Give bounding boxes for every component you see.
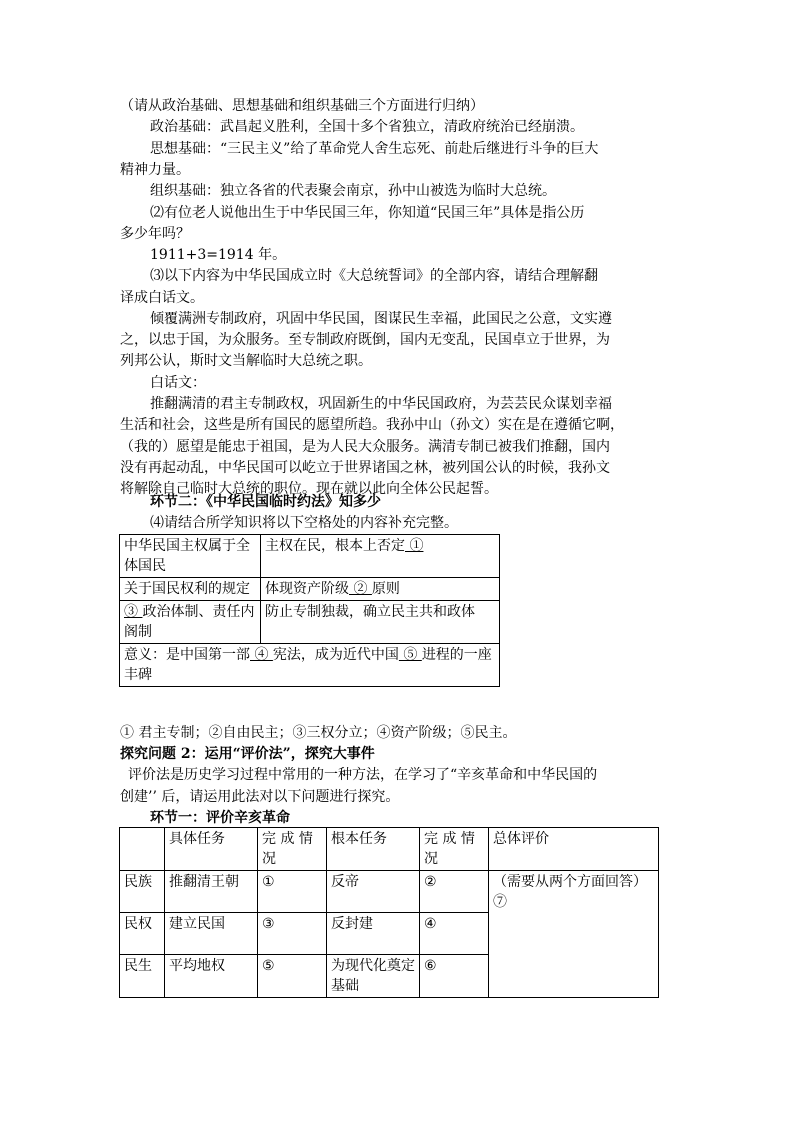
table2-cell: 民族: [120, 871, 165, 913]
vernacular-text-2: 生活和社会，这些是所有国民的愿望所趋。我孙中山（孙文）实在是在遵循它啊，: [120, 417, 624, 433]
table1-cell: 主权在民，根本上否定 ①: [261, 535, 500, 578]
vernacular-label: 白话文：: [150, 375, 206, 391]
vernacular-text-3: （我的）愿望是能忠于祖国，是为人民大众服务。满清专制已被我们推翻，国内: [120, 439, 610, 455]
table2-cell: 建立民国: [165, 913, 258, 955]
blank-4: ④: [250, 647, 273, 663]
question-2: ⑵有位老人说他出生于中华民国三年，你知道“民国三年”具体是指公历: [150, 205, 585, 221]
table2-cell: 反帝: [327, 871, 420, 913]
blank-5: ⑤: [398, 647, 422, 663]
instruction-line: （请从政治基础、思想基础和组织基础三个方面进行归纳）: [120, 98, 484, 114]
blank-1: ①: [405, 538, 424, 554]
table2-cell: 民生: [120, 955, 165, 998]
table1-cell: ③ 政治体制、责任内阁制: [120, 601, 261, 644]
table2-header: 完 成 情况: [258, 828, 327, 871]
table2-cell: ①: [258, 871, 327, 913]
answer-key: ① 君主专制；②自由民主；③三权分立；④资产阶级；⑤民主。: [120, 725, 517, 741]
table2-header: 总体评价: [489, 828, 659, 871]
provisional-constitution-table: [119, 534, 500, 687]
table2-cell: ③: [258, 913, 327, 955]
question-2-cont: 多少年吗？: [120, 226, 190, 242]
table1-cell: 关于国民权利的规定: [120, 578, 261, 601]
table1-cell: 防止专制独裁，确立民主共和政体: [261, 601, 500, 644]
table2-header: 具体任务: [165, 828, 258, 871]
table2-cell: 推翻清王朝: [165, 871, 258, 913]
xinhai-evaluation-table: [119, 827, 659, 998]
question-3: ⑶以下内容为中华民国成立时《大总统誓词》的全部内容，请结合理解翻: [150, 268, 598, 284]
table2-cell: ④: [420, 913, 489, 955]
vernacular-text-4: 没有再起动乱，中华民国可以屹立于世界诸国之林，被列国公认的时候，我孙文: [120, 460, 610, 476]
table2-header: [120, 828, 165, 871]
table1-cell: 体现资产阶级 ② 原则: [261, 578, 500, 601]
organizational-basis: 组织基础：独立各省的代表聚会南京，孙中山被选为临时大总统。: [150, 183, 556, 199]
table2-cell: 反封建: [327, 913, 420, 955]
oath-text-2: 之，以忠于国，为众服务。至专制政府既倒，国内无变乱，民国卓立于世界，为: [120, 332, 610, 348]
blank-2: ②: [349, 581, 372, 597]
table2-header: 完 成 情况: [420, 828, 489, 871]
table2-cell: 为现代化奠定基础: [327, 955, 420, 998]
overall-evaluation: （需要从两个方面回答）⑦: [489, 871, 659, 998]
table2-cell: ②: [420, 871, 489, 913]
table2-cell: ⑥: [420, 955, 489, 998]
table2-cell: 民权: [120, 913, 165, 955]
section-heading-1: 环节一：评价辛亥革命: [150, 810, 290, 826]
table1-cell: 中华民国主权属于全体国民: [120, 535, 261, 578]
table2-cell: ⑤: [258, 955, 327, 998]
question-3-cont: 译成白话文。: [120, 290, 204, 306]
answer-2: 1911+3=1914 年。: [150, 247, 287, 263]
table1-significance: 意义：是中国第一部 ④ 宪法，成为近代中国 ⑤ 进程的一座丰碑: [120, 644, 500, 687]
inquiry-question-2: 探究问题 2：运用“评价法”，探究大事件: [120, 746, 375, 762]
ideological-basis: 思想基础：“三民主义”给了革命党人舍生忘死、前赴后继进行斗争的巨大: [150, 141, 599, 157]
section-heading-2: 环节二：《中华民国临时约法》知多少: [150, 494, 381, 510]
vernacular-text: 推翻满清的君主专制政权，巩固新生的中华民国政府，为芸芸民众谋划幸福: [150, 396, 612, 412]
question-4: ⑷请结合所学知识将以下空格处的内容补充完整。: [150, 515, 458, 531]
oath-text-3: 列邦公认，斯时文当解临时大总统之职。: [120, 353, 372, 369]
evaluation-intro-2: 创建’’ 后，请运用此法对以下问题进行探究。: [120, 789, 400, 805]
evaluation-intro: 评价法是历史学习过程中常用的一种方法，在学习了“辛亥革命和中华民国的: [128, 767, 598, 783]
oath-text: 倾覆满洲专制政府，巩固中华民国，图谋民生幸福，此国民之公意，文实遵: [150, 311, 612, 327]
political-basis: 政治基础：武昌起义胜利，全国十多个省独立，清政府统治已经崩溃。: [150, 119, 584, 135]
table2-header: 根本任务: [327, 828, 420, 871]
table2-cell: 平均地权: [165, 955, 258, 998]
ideological-basis-cont: 精神力量。: [120, 162, 190, 178]
vernacular-text-5: 将解除自己临时大总统的职位。现在就以此向全体公民起誓。: [120, 481, 498, 497]
blank-3: ③: [124, 604, 143, 620]
